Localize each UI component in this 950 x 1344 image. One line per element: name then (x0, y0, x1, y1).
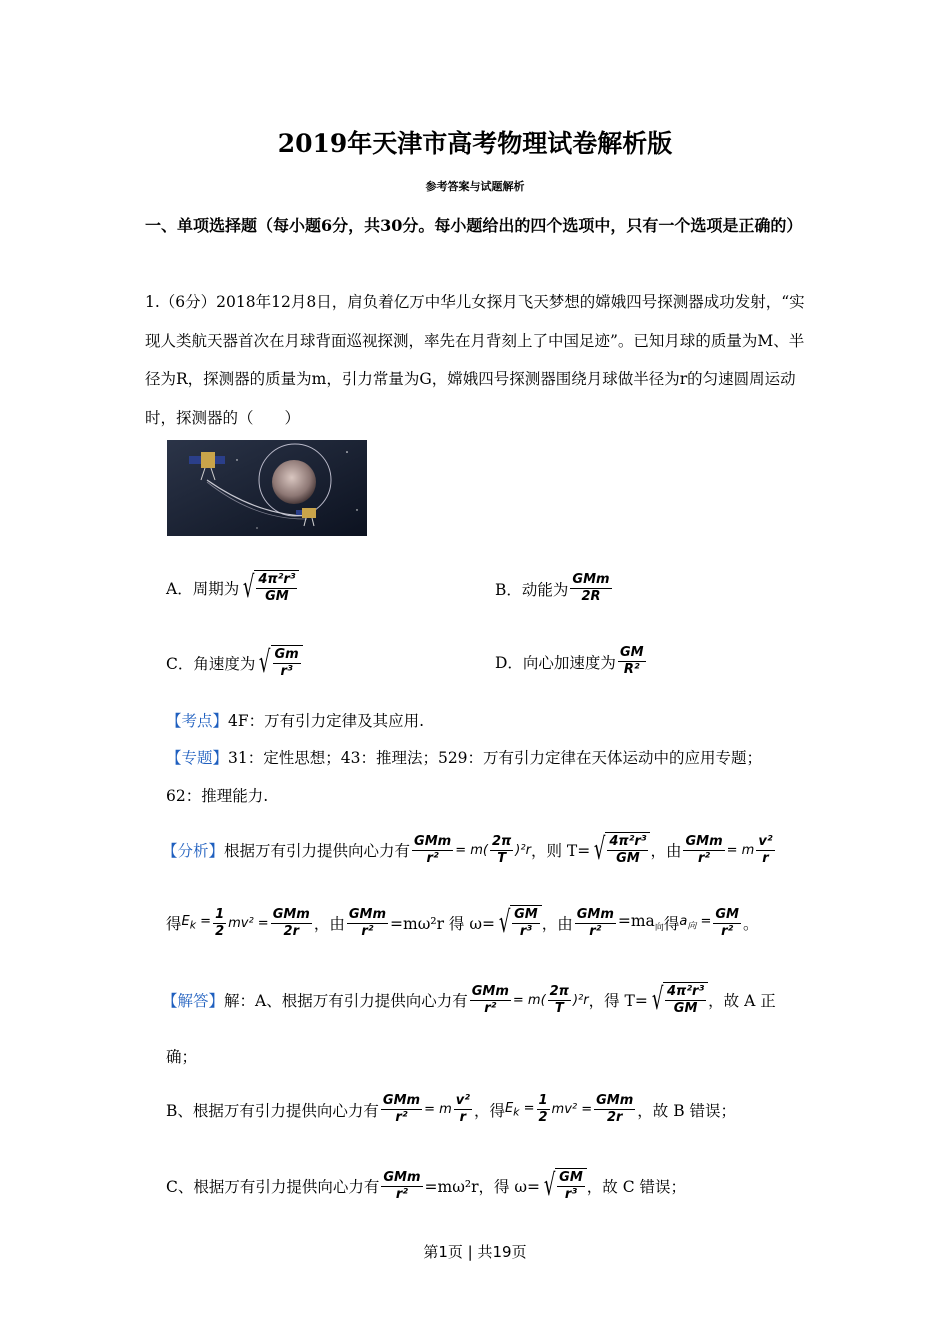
fenxi-tag: 【分析】 (162, 842, 225, 860)
kaodian-tag: 【考点】 (166, 712, 229, 730)
zhuanti-line-2: 62：推理能力. (166, 787, 269, 805)
zhuanti-tag: 【专题】 (166, 749, 229, 767)
section-heading: 一、单项选择题（每小题6分，共30分。每小题给出的四个选项中，只有一个选项是正确的） (145, 216, 803, 235)
zhuanti-line-1: 【专题】31：定性思想；43：推理法；529：万有引力定律在天体运动中的应用专题； (166, 749, 763, 767)
option-a[interactable]: A．周期为 √ $\frac{\text{4π²r³}}{GM}$ (166, 570, 299, 606)
option-b[interactable]: B．动能为 $\frac{\text{GMm}}{2R}$ (495, 572, 610, 604)
kaodian-line: 【考点】4F：万有引力定律及其应用. (166, 712, 425, 730)
fenxi-line-1: 【分析】 根据万有引力提供向心力有 $\frac{\text{GMm}}{\text{r²}}$ = m( $\frac{2\pi}{T}$ )²r ，则 T= √ $\frac{\text{4π²r³}}{GM}$ ，由 $\frac{\text{GMm}}{\text{r²}}$ = m $\frac{\text{v²}}{r}$ (162, 832, 773, 867)
question-1-text (145, 283, 810, 437)
lunar-orbit-figure (167, 440, 367, 536)
page-subtitle: 参考答案与试题解析 (425, 180, 525, 193)
jieda-c-line: C、根据万有引力提供向心力有 $\frac{\text{GMm}}{\text{r²}}$ =mω²r，得 ω= √ $\frac{GM}{\text{r³}}$ ，故 C 错误； (166, 1168, 686, 1203)
option-c[interactable]: C．角速度为 √ $\frac{Gm}{\text{r³}}$ (166, 645, 303, 681)
question-number: 1. (145, 293, 160, 311)
page-title: 2019年天津市高考物理试卷解析版 (277, 129, 673, 158)
fenxi-line-2: 得 $E_k$ = $\frac{1}{2}$ mv² = $\frac{\text{GMm}}{2r}$ ，由 $\frac{\text{GMm}}{\text{r²}}$ =mω²r 得 ω= √ $\frac{GM}{\text{r³}}$ ，由 $\frac{\text{GMm}}{\text{r²}}$ $=ma_向$ 得 $a_向$ = $\frac{GM}{\text{r²}}$ 。 (166, 905, 759, 940)
option-d[interactable]: D．向心加速度为 $\frac{GM}{\text{R²}}$ (495, 645, 644, 677)
jieda-tag: 【解答】 (162, 992, 225, 1010)
jieda-a-line: 【解答】 解：A、根据万有引力提供向心力有 $\frac{\text{GMm}}{\text{r²}}$ = m( $\frac{2\pi}{T}$ )²r ，得 T= √ $\frac{\text{4π²r³}}{GM}$ ，故 A 正 (162, 982, 776, 1017)
jieda-b-line: B、根据万有引力提供向心力有 $\frac{\text{GMm}}{\text{r²}}$ = m $\frac{\text{v²}}{r}$ ，得 $E_k$ = $\frac{1}{2}$ mv² = $\frac{\text{GMm}}{2r}$ ，故 B 错误； (166, 1093, 737, 1125)
jieda-a-cont: 确； (166, 1048, 198, 1066)
page-footer: 第1页 | 共19页 (423, 1243, 527, 1261)
question-stem: （6分）2018年12月8日，肩负着亿万中华儿女探月飞天梦想的嫦娥四号探测器成功发射，“实现人类航天器首次在月球背面巡视探测，率先在月背刻上了中国足迹”。已知月球的质量为M、半径为R，探测器的质量为m，引力常量为G，嫦娥四号探测器围绕月球做半径为r的匀速圆周运动时，探测器的（ ） (145, 293, 805, 427)
